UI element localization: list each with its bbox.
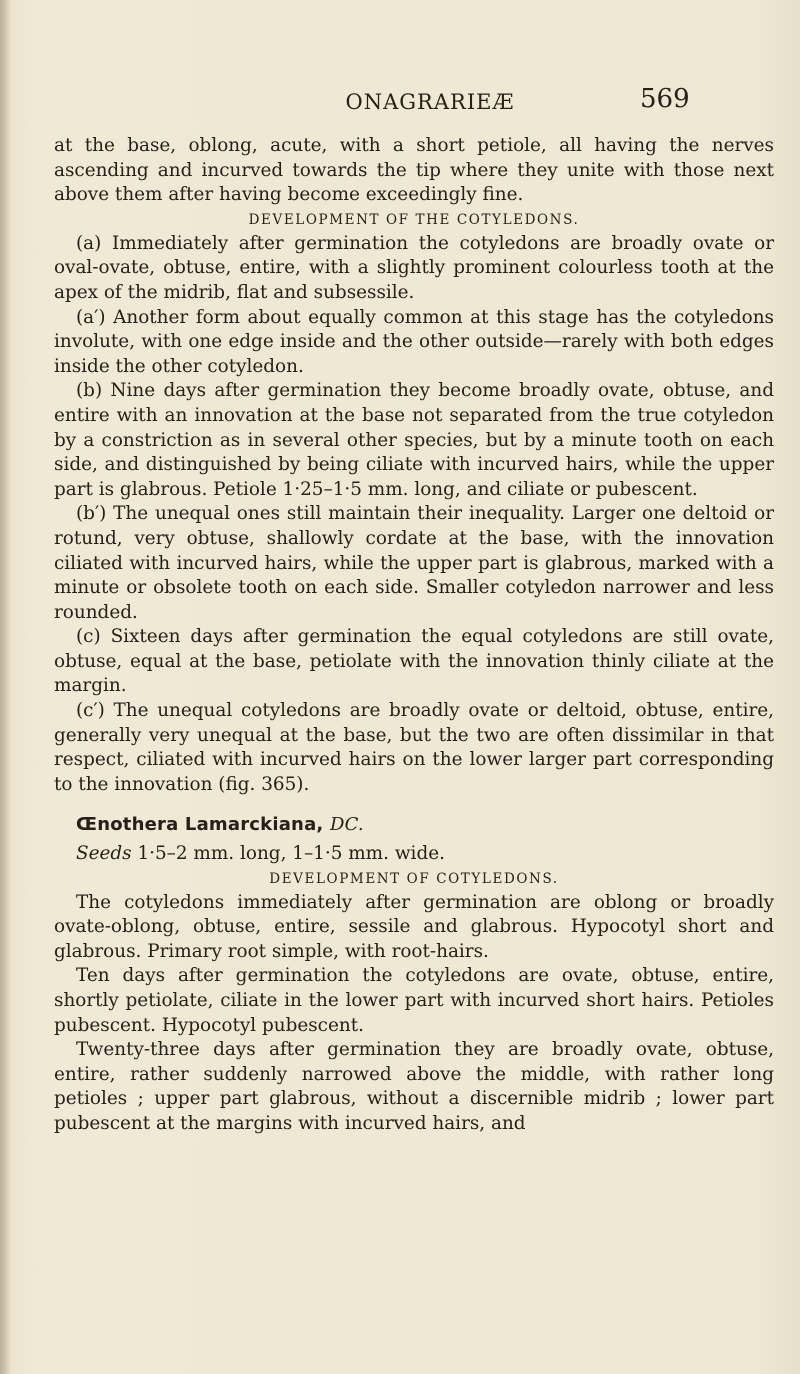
body-text	[54, 134, 774, 1137]
paragraph-a-prime: (a′) Another form about equally common at this stage has the cotyledons involute, with one edge inside and the other outside—rarely with both edges inside the other cotyledon.	[54, 306, 774, 377]
species-authority: DC.	[329, 814, 364, 836]
seeds-description	[54, 842, 774, 867]
species-heading	[54, 813, 774, 838]
paragraph-c: (c) Sixteen days after germination the equal cotyledons are still ovate, obtuse, equal at the base, petiolate with the innovation thinly ciliate at the margin.	[54, 626, 774, 697]
running-head	[0, 84, 800, 120]
paragraph-b: (b) Nine days after germination they become broadly ovate, obtuse, and entire with an innovation at the base not separated from the true cotyledon by a constriction as in several other species, but by a minute tooth on each side, and distinguished by being ciliate with incurved hairs, while the upper part is glabrous. Petiole 1·25–1·5 mm. long, and ciliate or pubescent.	[54, 380, 774, 500]
running-title: ONAGRARIEÆ	[345, 90, 515, 114]
section-heading-development-of-the-cotyledons: DEVELOPMENT OF THE COTYLEDONS.	[248, 211, 580, 228]
paragraph-twenty-three-days: Twenty-three days after germination they are broadly ovate, obtuse, entire, rather suddenly narrowed above the middle, with rather long petioles ; upper part glabrous, without a discernible midrib ; lower part pubescent at the margins with incurved hairs, and	[54, 1039, 774, 1134]
seeds-text: 1·5–2 mm. long, 1–1·5 mm. wide.	[137, 843, 445, 865]
page-number: 569	[640, 84, 690, 114]
seeds-label: Seeds	[76, 843, 132, 865]
binding-shadow	[0, 0, 10, 1374]
paragraph-c-prime: (c′) The unequal cotyledons are broadly ovate or deltoid, obtuse, entire, generally very unequal at the base, but the two are often dissimilar in that respect, ciliated with incurved hairs on the lower larger part corresponding to the innovation (fig. 365).	[54, 700, 774, 795]
paragraph-immediately-after: The cotyledons immediately after germination are oblong or broadly ovate-oblong, obtuse, entire, sessile and glabrous. Hypocotyl short and glabrous. Primary root simple, with root-hairs.	[54, 891, 774, 962]
paragraph-ten-days: Ten days after germination the cotyledons are ovate, obtuse, entire, shortly petiolate, ciliate in the lower part with incurved short hairs. Petioles pubescent. Hypocotyl pubescent.	[54, 965, 774, 1036]
section-heading-development-of-cotyledons: DEVELOPMENT OF COTYLEDONS.	[269, 870, 559, 887]
paragraph-a: (a) Immediately after germination the cotyledons are broadly ovate or oval-ovate, obtuse, entire, with a slightly prominent colourless tooth at the apex of the midrib, flat and subsessile.	[54, 232, 774, 303]
continuation-paragraph: at the base, oblong, acute, with a short petiole, all having the nerves ascending and incurved towards the tip where they unite with those next above them after having become exceedingly fine.	[54, 135, 774, 206]
paragraph-b-prime: (b′) The unequal ones still maintain their inequality. Larger one deltoid or rotund, very obtuse, shallowly cordate at the base, with the innovation ciliated with incurved hairs, while the upper part is glabrous, marked with a minute or obsolete tooth on each side. Smaller cotyledon narrower and less rounded.	[54, 503, 774, 623]
species-name: Œnothera Lamarckiana,	[76, 814, 324, 836]
